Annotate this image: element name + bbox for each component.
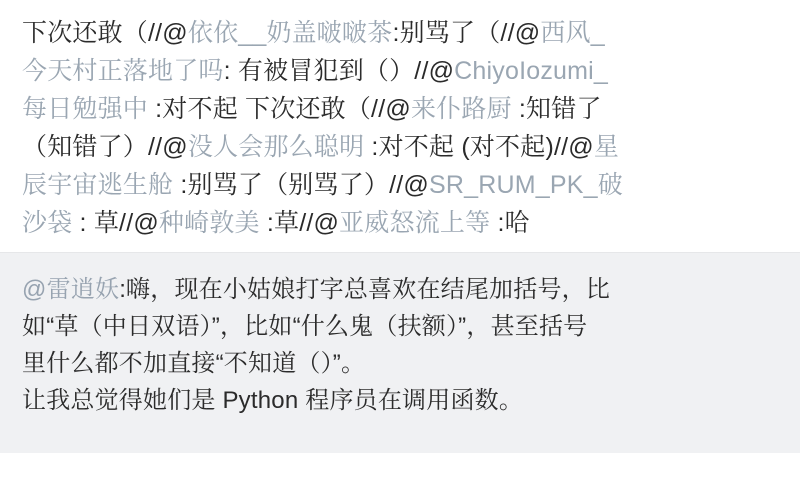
text-segment: 下次还敢（//@ bbox=[22, 19, 188, 47]
user-mention-link[interactable]: 沙袋 bbox=[22, 209, 73, 237]
text-segment: :别骂了（//@ bbox=[392, 19, 541, 47]
text-segment: 里什么都不加直接“不知道（）”。 bbox=[22, 350, 366, 377]
user-mention-link[interactable]: 今天村正落地了吗 bbox=[22, 57, 224, 85]
text-segment: :知错了 bbox=[511, 95, 602, 123]
user-mention-link[interactable]: @ bbox=[22, 276, 47, 303]
user-mention-link[interactable]: SR_RUM_PK_破 bbox=[428, 171, 623, 199]
text-segment: :对不起 下次还敢（//@ bbox=[148, 95, 411, 123]
user-mention-link[interactable]: 没人会那么聪明 bbox=[187, 133, 365, 161]
text-segment: :草//@ bbox=[259, 209, 340, 237]
user-mention-link[interactable]: 依依__奶盖啵啵茶 bbox=[187, 19, 393, 47]
user-mention-link[interactable]: 亚威怒流上等 bbox=[339, 209, 491, 237]
text-segment: 让我总觉得她们是 Python 程序员在调用函数。 bbox=[22, 387, 524, 414]
text-segment: : 有被冒犯到（）//@ bbox=[223, 57, 455, 85]
text-segment: :哈 bbox=[490, 209, 530, 237]
repost-line bbox=[22, 166, 778, 204]
comment-line bbox=[22, 271, 778, 308]
user-mention-link[interactable]: 来仆路厨 bbox=[410, 95, 512, 123]
repost-line bbox=[22, 14, 778, 52]
user-mention-link[interactable]: 雷逍妖 bbox=[46, 276, 120, 303]
comment-block bbox=[0, 253, 800, 453]
user-mention-link[interactable]: 种崎敦美 bbox=[158, 209, 260, 237]
user-mention-link[interactable]: ChiyoIozumi_ bbox=[454, 57, 609, 85]
text-segment: : 草//@ bbox=[72, 209, 159, 237]
comment-line bbox=[22, 345, 778, 382]
repost-line bbox=[22, 204, 778, 242]
user-mention-link[interactable]: 星 bbox=[593, 133, 620, 161]
comment-line bbox=[22, 382, 778, 419]
user-mention-link[interactable]: 每日勉强中 bbox=[22, 95, 149, 123]
text-segment: （知错了）//@ bbox=[22, 133, 188, 161]
repost-line bbox=[22, 90, 778, 128]
repost-line bbox=[22, 128, 778, 166]
text-segment: 如“草（中日双语）”，比如“什么鬼（扶额）”，甚至括号 bbox=[22, 313, 588, 340]
repost-line bbox=[22, 52, 778, 90]
text-segment: :嗨，现在小姑娘打字总喜欢在结尾加括号，比 bbox=[119, 276, 611, 303]
user-mention-link[interactable]: 西风_ bbox=[540, 19, 605, 47]
comment-line bbox=[22, 308, 778, 345]
text-segment: :别骂了（别骂了）//@ bbox=[173, 171, 429, 199]
user-mention-link[interactable]: 辰宇宙逃生舱 bbox=[22, 171, 174, 199]
text-segment: :对不起 (对不起)//@ bbox=[364, 133, 594, 161]
